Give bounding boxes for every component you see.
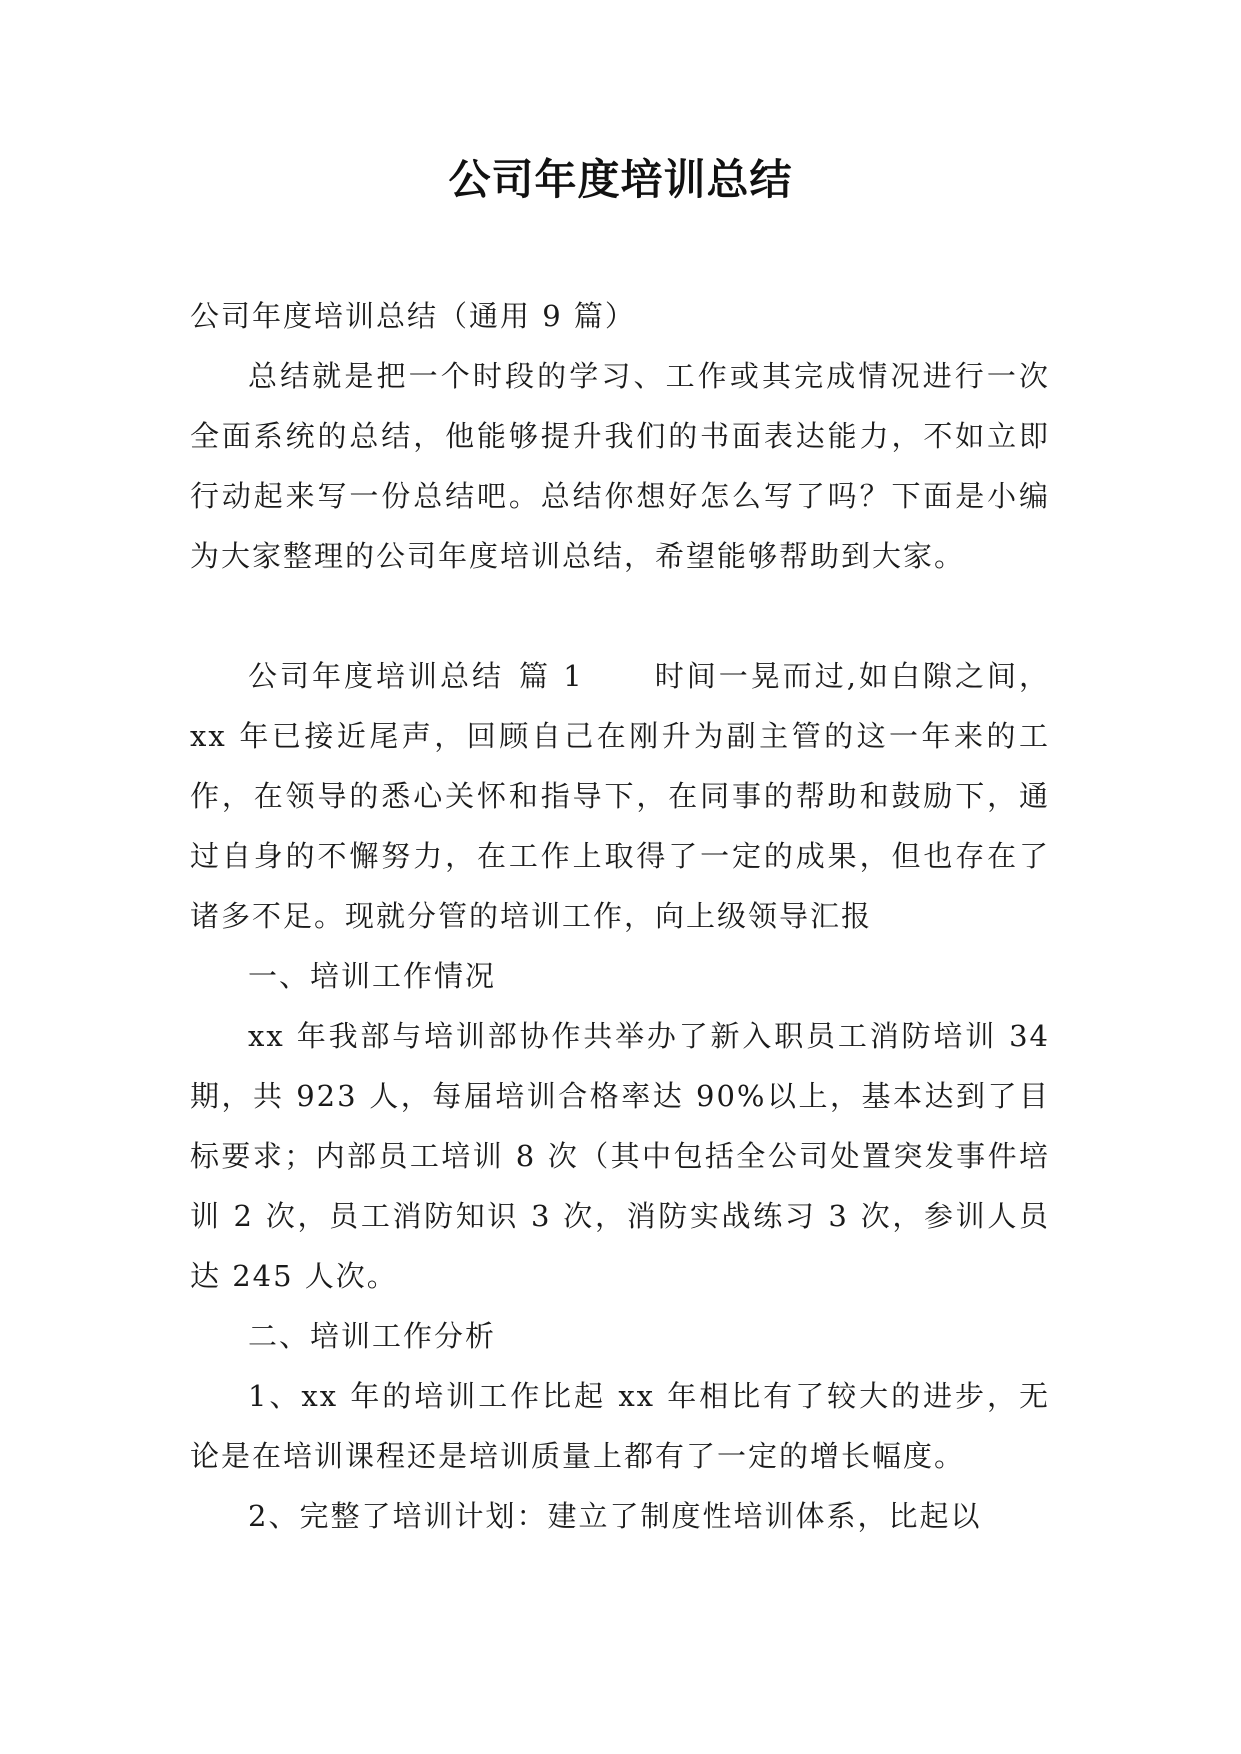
paragraph-spacer xyxy=(190,586,1050,646)
section-2-point-2: 2、完整了培训计划：建立了制度性培训体系，比起以 xyxy=(248,1499,982,1533)
document-subtitle: 公司年度培训总结（通用 9 篇） xyxy=(190,299,636,333)
intro-paragraph: 总结就是把一个时段的学习、工作或其完成情况进行一次全面系统的总结，他能够提升我们的书面表达能力，不如立即行动起来写一份总结吧。总结你想好怎么写了吗？下面是小编为大家整理的公司年度培训总结，希望能够帮助到大家。 xyxy=(190,359,1050,573)
article-1-part-label: 篇 1 xyxy=(518,659,584,693)
section-1-heading: 一、培训工作情况 xyxy=(248,959,497,993)
article-1-heading: 公司年度培训总结 xyxy=(248,659,505,693)
section-1-paragraph: xx 年我部与培训部协作共举办了新入职员工消防培训 34 期，共 923 人，每届培训合格率达 90%以上，基本达到了目标要求；内部员工培训 8 次（其中包括全公司处置突发事件培训 2 次，员工消防知识 3 次，消防实战练习 3 次，参训人员达 245 人次。 xyxy=(190,1019,1050,1293)
section-2-heading: 二、培训工作分析 xyxy=(248,1319,497,1353)
article-1-opening-paragraph xyxy=(190,646,1050,946)
article-1-opening-text: 时间一晃而过,如白隙之间，xx 年已接近尾声，回顾自己在刚升为副主管的这一年来的工作，在领导的悉心关怀和指导下，在同事的帮助和鼓励下，通过自身的不懈努力，在工作上取得了一定的成果，但也存在了诸多不足。现就分管的培训工作，向上级领导汇报 xyxy=(190,659,1050,933)
section-2-point-1: 1、xx 年的培训工作比起 xx 年相比有了较大的进步，无论是在培训课程还是培训质量上都有了一定的增长幅度。 xyxy=(190,1379,1050,1473)
document-title: 公司年度培训总结 xyxy=(448,155,793,204)
document-body xyxy=(190,286,1050,1546)
